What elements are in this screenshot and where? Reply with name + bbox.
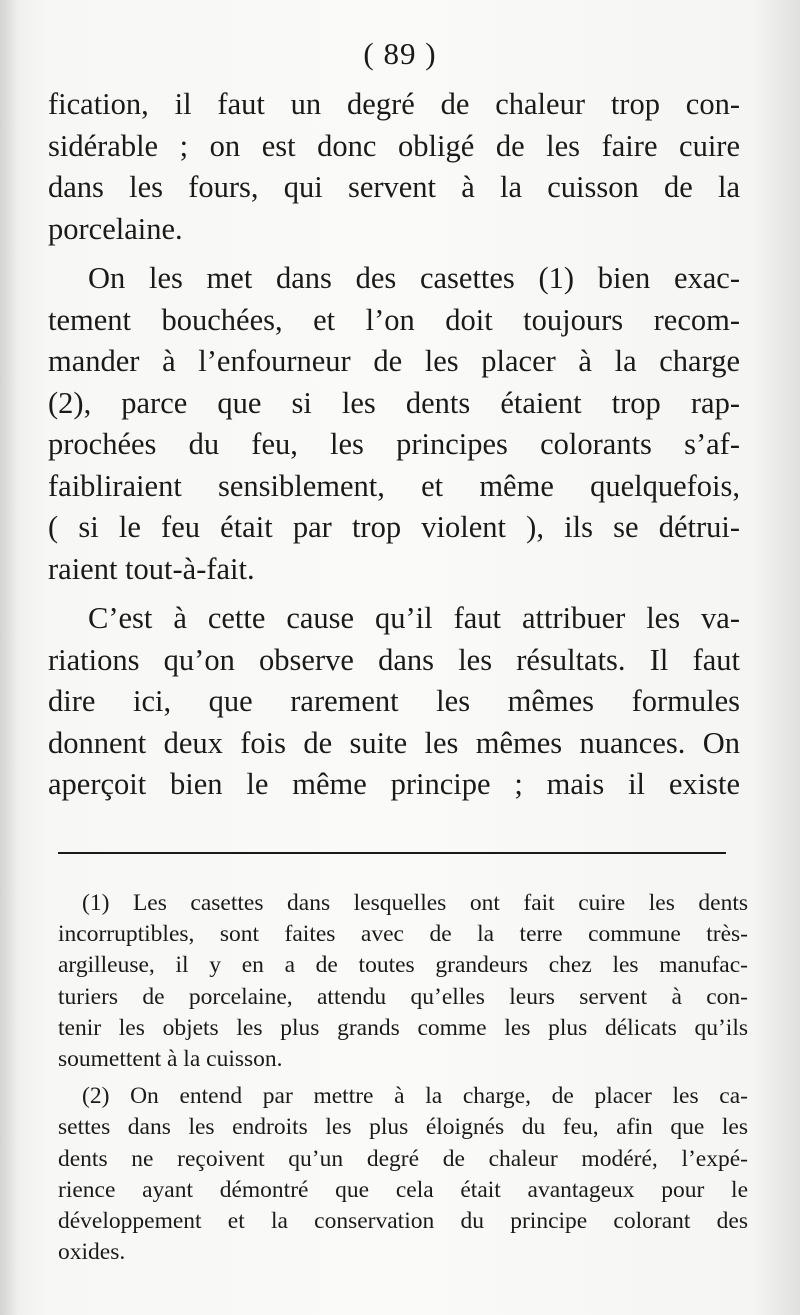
footnote-separator-rule	[58, 852, 726, 854]
paragraph-2	[48, 258, 740, 590]
footnote-line: soumettent à la cuisson.	[58, 1045, 283, 1072]
text-line: On les met dans des casettes (1) bien exac-	[88, 261, 740, 295]
text-line: fication, il faut un degré de chaleur trop con-	[48, 87, 740, 121]
footnote-line: settes dans les endroits les plus éloignés du feu, afin que les	[58, 1114, 748, 1141]
page-number: ( 89 )	[363, 36, 437, 71]
text-line: mander à l’enfourneur de les placer à la charge	[48, 344, 740, 378]
text-line: (2), parce que si les dents étaient trop rap-	[48, 385, 740, 420]
footnote-line: (1) Les casettes dans lesquelles ont fait cuire les dents	[82, 890, 748, 916]
footnote-line: dents ne reçoivent qu’un degré de chaleur modéré, l’expé-	[58, 1145, 748, 1172]
text-line: prochées du feu, les principes colorants s’af-	[48, 427, 740, 461]
text-line: C’est à cette cause qu’il faut attribuer les va-	[88, 601, 740, 635]
body-text	[48, 84, 740, 806]
text-line: tement bouchées, et l’on doit toujours recom-	[48, 302, 740, 337]
text-line: raient tout-à-fait.	[48, 551, 255, 586]
text-line: aperçoit bien le même principe ; mais il existe	[48, 767, 740, 801]
text-line: faibliraient sensiblement, et même quelquefois,	[48, 468, 740, 503]
text-line: donnent deux fois de suite les mêmes nuances. On	[48, 725, 740, 760]
text-line: sidérable ; on est donc obligé de les faire cuire	[48, 128, 740, 163]
footnote-line: turiers de porcelaine, attendu qu’elles leurs servent à con-	[58, 983, 748, 1010]
footnotes	[58, 888, 748, 1268]
footnote-2	[58, 1081, 748, 1268]
footnote-1	[58, 888, 748, 1075]
text-line: ( si le feu était par trop violent ), ils se détrui-	[48, 510, 740, 544]
text-line: riations qu’on observe dans les résultats. Il faut	[48, 642, 740, 677]
footnote-line: développement et la conservation du principe colorant des	[58, 1207, 748, 1234]
footnote-line: incorruptibles, sont faites avec de la terre commune très-	[58, 921, 748, 948]
footnote-line: (2) On entend par mettre à la charge, de placer les ca-	[82, 1083, 748, 1110]
text-line: dans les fours, qui servent à la cuisson de la	[48, 170, 740, 204]
footnote-line: oxides.	[58, 1239, 126, 1266]
footnote-line: argilleuse, il y en a de toutes grandeurs chez les manufac-	[58, 952, 748, 979]
text-line: dire ici, que rarement les mêmes formules	[48, 684, 740, 718]
footnote-line: tenir les objets les plus grands comme les plus délicats qu’ils	[58, 1014, 748, 1041]
footnote-line: rience ayant démontré que cela était avantageux pour le	[58, 1176, 748, 1203]
paragraph-3	[48, 598, 740, 806]
paragraph-1	[48, 84, 740, 250]
text-line: porcelaine.	[48, 211, 183, 246]
